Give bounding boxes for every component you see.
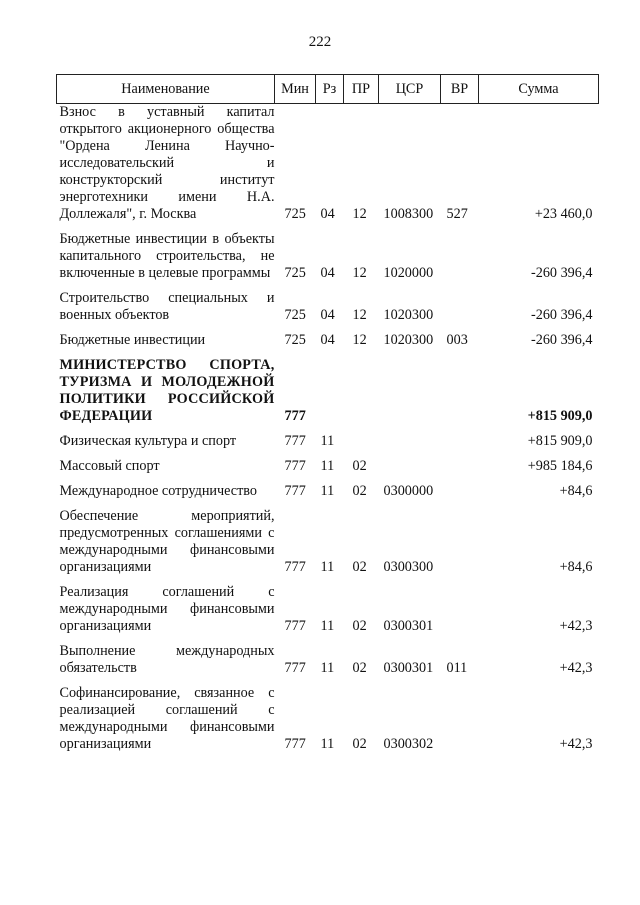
table-header (57, 75, 599, 104)
cell-csr: 1020300 (383, 332, 434, 348)
cell-name: Софинансирование, связанное с реализацией соглашений с международными финансовыми организациями (59, 685, 275, 752)
cell-name: Массовый спорт (59, 458, 160, 474)
cell-vr (441, 483, 479, 500)
cell-csr: 0300000 (383, 483, 434, 499)
cell-name: Бюджетные инвестиции в объекты капитального строительства, не включенные в целевые программы (59, 231, 275, 281)
cell-vr (441, 584, 479, 635)
cell-min: 777 (284, 559, 306, 575)
cell-sum: +42,3 (559, 660, 593, 676)
header-sum: Сумма (479, 75, 599, 104)
header-vr: ВР (441, 75, 479, 104)
cell-sum: +84,6 (559, 559, 593, 575)
cell-name: Строительство специальных и военных объектов (59, 290, 275, 323)
cell-name: Выполнение международных обязательств (59, 643, 275, 676)
cell-rz: 04 (320, 307, 335, 323)
row-spacer (57, 475, 599, 483)
cell-vr: 527 (446, 206, 468, 222)
cell-name: Физическая культура и спорт (59, 433, 237, 449)
cell-csr (379, 458, 441, 475)
cell-pr: 02 (352, 660, 367, 676)
table-row (57, 231, 599, 282)
cell-csr: 1020300 (383, 307, 434, 323)
row-spacer-cell (57, 635, 599, 643)
cell-pr: 02 (352, 618, 367, 634)
cell-rz: 11 (320, 559, 335, 575)
row-spacer-cell (57, 576, 599, 584)
row-spacer-cell (57, 425, 599, 433)
row-spacer (57, 223, 599, 231)
table-row (57, 332, 599, 349)
cell-csr: 0300302 (383, 736, 434, 752)
cell-sum: -260 396,4 (531, 307, 593, 323)
cell-vr (441, 685, 479, 753)
cell-rz: 11 (320, 618, 335, 634)
cell-rz: 04 (320, 265, 335, 281)
table-row (57, 584, 599, 635)
cell-sum: +42,3 (559, 618, 593, 634)
cell-rz: 11 (320, 483, 335, 499)
row-spacer-cell (57, 223, 599, 231)
cell-min: 777 (284, 458, 306, 474)
cell-csr: 1020000 (383, 265, 434, 281)
cell-sum: +42,3 (559, 736, 593, 752)
table-row (57, 508, 599, 576)
table-row (57, 685, 599, 753)
cell-pr: 12 (352, 307, 367, 323)
cell-sum: +985 184,6 (527, 458, 593, 474)
cell-vr (441, 458, 479, 475)
cell-min: 725 (284, 265, 306, 281)
cell-vr (441, 290, 479, 324)
cell-min: 777 (284, 618, 306, 634)
cell-min: 725 (284, 206, 306, 222)
cell-csr (379, 357, 441, 425)
cell-sum: -260 396,4 (531, 265, 593, 281)
cell-vr (441, 357, 479, 425)
table-row (57, 643, 599, 677)
cell-name: МИНИСТЕРСТВО СПОРТА, ТУРИЗМА И МОЛОДЕЖНОЙ ПОЛИТИКИ РОССИЙСКОЙ ФЕДЕРАЦИИ (59, 357, 275, 424)
cell-name: Бюджетные инвестиции (59, 332, 206, 348)
table-row (57, 458, 599, 475)
page-number: 222 (308, 34, 332, 50)
row-spacer (57, 349, 599, 357)
cell-csr: 1008300 (383, 206, 434, 222)
cell-rz: 11 (320, 660, 335, 676)
cell-min: 725 (284, 332, 306, 348)
cell-sum: +815 909,0 (527, 408, 593, 424)
cell-csr: 0300300 (383, 559, 434, 575)
table-row (57, 357, 599, 425)
cell-name: Взнос в уставный капитал открытого акционерного общества "Ордена Ленина Научно-исследовательский и конструкторский институт энерготехники имени Н.А. Доллежаля", г. Москва (59, 104, 275, 222)
row-spacer (57, 576, 599, 584)
table-row (57, 433, 599, 450)
cell-sum: +815 909,0 (527, 433, 593, 449)
cell-rz: 11 (320, 433, 335, 449)
cell-sum: +84,6 (559, 483, 593, 499)
header-pr: ПР (344, 75, 379, 104)
cell-name: Международное сотрудничество (59, 483, 257, 499)
row-spacer-cell (57, 282, 599, 290)
cell-min: 777 (284, 408, 306, 424)
row-spacer (57, 635, 599, 643)
cell-vr: 003 (446, 332, 468, 348)
cell-pr: 02 (352, 736, 367, 752)
row-spacer (57, 324, 599, 332)
cell-rz: 11 (320, 736, 335, 752)
cell-min: 777 (284, 433, 306, 449)
cell-rz: 04 (320, 206, 335, 222)
cell-csr (379, 433, 441, 450)
row-spacer (57, 500, 599, 508)
cell-sum: +23 460,0 (534, 206, 593, 222)
row-spacer-cell (57, 450, 599, 458)
cell-vr: 011 (446, 660, 468, 676)
header-csr: ЦСР (379, 75, 441, 104)
cell-vr (441, 231, 479, 282)
table-row (57, 483, 599, 500)
cell-csr: 0300301 (383, 660, 434, 676)
cell-pr: 12 (352, 265, 367, 281)
row-spacer-cell (57, 324, 599, 332)
header-min: Мин (275, 75, 316, 104)
cell-name: Обеспечение мероприятий, предусмотренных соглашениями с международными финансовыми организациями (59, 508, 275, 575)
cell-pr (344, 433, 379, 450)
cell-rz: 11 (320, 458, 335, 474)
cell-rz (316, 357, 344, 425)
table-body (57, 104, 599, 754)
cell-rz: 04 (320, 332, 335, 348)
budget-table (56, 74, 599, 753)
cell-min: 777 (284, 660, 306, 676)
row-spacer-cell (57, 349, 599, 357)
cell-min: 777 (284, 736, 306, 752)
cell-vr (441, 433, 479, 450)
row-spacer (57, 425, 599, 433)
row-spacer-cell (57, 500, 599, 508)
cell-vr (441, 508, 479, 576)
cell-min: 777 (284, 483, 306, 499)
row-spacer (57, 450, 599, 458)
cell-pr: 02 (352, 483, 367, 499)
cell-sum: -260 396,4 (531, 332, 593, 348)
cell-min: 725 (284, 307, 306, 323)
cell-pr: 02 (352, 458, 367, 474)
table-row (57, 104, 599, 224)
cell-pr: 12 (352, 206, 367, 222)
header-name: Наименование (57, 75, 275, 104)
cell-pr (344, 357, 379, 425)
cell-name: Реализация соглашений с международными финансовыми организациями (59, 584, 275, 634)
cell-csr: 0300301 (383, 618, 434, 634)
cell-pr: 12 (352, 332, 367, 348)
cell-pr: 02 (352, 559, 367, 575)
header-rz: Рз (316, 75, 344, 104)
row-spacer-cell (57, 475, 599, 483)
row-spacer (57, 677, 599, 685)
row-spacer-cell (57, 677, 599, 685)
row-spacer (57, 282, 599, 290)
table-row (57, 290, 599, 324)
